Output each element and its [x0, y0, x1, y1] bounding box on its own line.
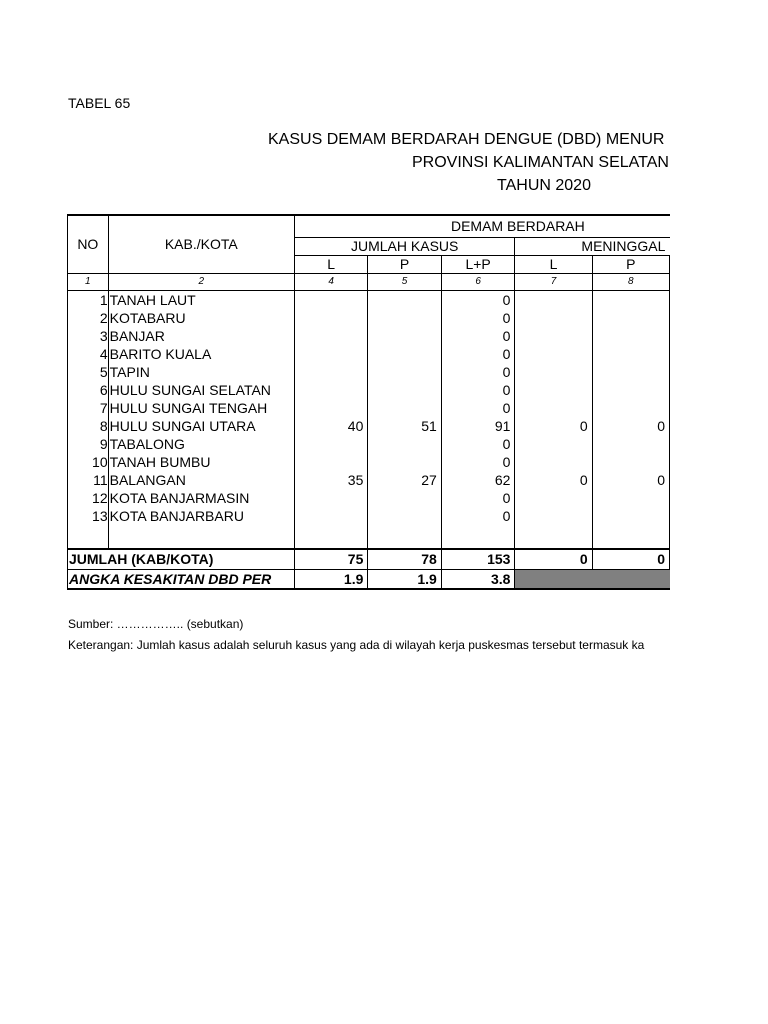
table-row — [68, 290, 670, 309]
row-l — [294, 489, 367, 507]
row-p — [368, 327, 441, 345]
row-lp: 0 — [441, 381, 515, 399]
table-row — [68, 399, 670, 417]
row-lp: 0 — [441, 327, 515, 345]
row-meninggal-p — [592, 290, 669, 309]
row-meninggal-l — [515, 290, 592, 309]
total-p: 78 — [368, 549, 441, 570]
row-meninggal-l — [515, 453, 592, 471]
row-no: 3 — [68, 327, 109, 345]
spacer-cell — [294, 537, 367, 549]
row-kab-kota: KOTABARU — [108, 309, 294, 327]
rate-p: 1.9 — [368, 570, 441, 589]
row-meninggal-p — [592, 363, 669, 381]
row-meninggal-l — [515, 507, 592, 537]
row-p — [368, 381, 441, 399]
row-no: 1 — [68, 290, 109, 309]
row-l — [294, 381, 367, 399]
row-no: 2 — [68, 309, 109, 327]
row-meninggal-l — [515, 381, 592, 399]
row-kab-kota: TANAH LAUT — [108, 290, 294, 309]
row-l — [294, 309, 367, 327]
row-p: 27 — [368, 471, 441, 489]
table-row — [68, 345, 670, 363]
header-demam-berdarah: DEMAM BERDARAH — [294, 215, 669, 237]
row-lp: 0 — [441, 507, 515, 537]
row-lp: 0 — [441, 290, 515, 309]
row-p — [368, 489, 441, 507]
header-sub-p: P — [368, 255, 441, 273]
row-no: 7 — [68, 399, 109, 417]
total-lp: 153 — [441, 549, 515, 570]
row-kab-kota: TAPIN — [108, 363, 294, 381]
colnum: 7 — [515, 273, 592, 290]
table-row — [68, 363, 670, 381]
row-l — [294, 507, 367, 537]
table-row — [68, 471, 670, 489]
spacer-cell — [515, 537, 592, 549]
explanation-note: Keterangan: Jumlah kasus adalah seluruh kasus yang ada di wilayah kerja puskesmas tersebut termasuk ka — [68, 638, 645, 652]
row-l — [294, 327, 367, 345]
table-row — [68, 309, 670, 327]
spacer-cell — [592, 537, 669, 549]
title-line-2: PROVINSI KALIMANTAN SELATAN — [412, 154, 669, 171]
header-no: NO — [68, 215, 109, 273]
column-number-row — [68, 273, 670, 290]
colnum: 5 — [368, 273, 441, 290]
row-kab-kota: HULU SUNGAI TENGAH — [108, 399, 294, 417]
table-row — [68, 435, 670, 453]
row-meninggal-p: 0 — [592, 471, 669, 489]
row-meninggal-l — [515, 399, 592, 417]
table-label: TABEL 65 — [68, 95, 131, 111]
row-kab-kota: BARITO KUALA — [108, 345, 294, 363]
row-meninggal-p — [592, 435, 669, 453]
row-kab-kota: BALANGAN — [108, 471, 294, 489]
header-row-1 — [68, 215, 670, 237]
row-lp: 91 — [441, 417, 515, 435]
spacer-cell — [368, 537, 441, 549]
title-line-3: TAHUN 2020 — [497, 177, 591, 194]
row-kab-kota: TANAH BUMBU — [108, 453, 294, 471]
row-lp: 0 — [441, 309, 515, 327]
colnum: 1 — [68, 273, 109, 290]
colnum: 2 — [108, 273, 294, 290]
colnum: 6 — [441, 273, 515, 290]
row-meninggal-l — [515, 309, 592, 327]
row-meninggal-p — [592, 399, 669, 417]
row-meninggal-l — [515, 345, 592, 363]
row-meninggal-l — [515, 363, 592, 381]
row-no: 11 — [68, 471, 109, 489]
rate-lp: 3.8 — [441, 570, 515, 589]
rate-shaded-cell — [515, 570, 670, 589]
row-p — [368, 345, 441, 363]
header-jumlah-kasus: JUMLAH KASUS — [294, 237, 514, 255]
row-lp: 0 — [441, 489, 515, 507]
row-p — [368, 435, 441, 453]
header-meninggal: MENINGGAL — [515, 237, 670, 255]
row-p — [368, 453, 441, 471]
spacer-row — [68, 537, 670, 549]
row-no: 13 — [68, 507, 109, 537]
row-l — [294, 345, 367, 363]
total-row — [68, 549, 670, 570]
row-kab-kota: KOTA BANJARBARU — [108, 507, 294, 537]
rate-l: 1.9 — [294, 570, 367, 589]
header-sub-l-meninggal: L — [515, 255, 592, 273]
table-row — [68, 507, 670, 537]
row-p — [368, 290, 441, 309]
row-meninggal-l — [515, 327, 592, 345]
row-lp: 62 — [441, 471, 515, 489]
row-lp: 0 — [441, 435, 515, 453]
row-meninggal-p — [592, 453, 669, 471]
row-meninggal-p — [592, 309, 669, 327]
row-meninggal-p — [592, 381, 669, 399]
row-meninggal-p: 0 — [592, 417, 669, 435]
table-row — [68, 327, 670, 345]
row-l: 35 — [294, 471, 367, 489]
total-meninggal-l: 0 — [515, 549, 592, 570]
row-meninggal-l: 0 — [515, 417, 592, 435]
table-row — [68, 489, 670, 507]
total-meninggal-p: 0 — [592, 549, 669, 570]
row-kab-kota: HULU SUNGAI SELATAN — [108, 381, 294, 399]
row-lp: 0 — [441, 345, 515, 363]
rate-row — [68, 570, 670, 589]
header-sub-l: L — [294, 255, 367, 273]
row-l — [294, 290, 367, 309]
row-meninggal-p — [592, 489, 669, 507]
row-kab-kota: KOTA BANJARMASIN — [108, 489, 294, 507]
row-p — [368, 309, 441, 327]
row-lp: 0 — [441, 453, 515, 471]
title-line-1: KASUS DEMAM BERDARAH DENGUE (DBD) MENUR — [268, 131, 665, 148]
row-lp: 0 — [441, 399, 515, 417]
row-kab-kota: BANJAR — [108, 327, 294, 345]
row-no: 10 — [68, 453, 109, 471]
row-meninggal-l — [515, 435, 592, 453]
table-row — [68, 381, 670, 399]
spacer-cell — [68, 537, 109, 549]
row-p: 51 — [368, 417, 441, 435]
row-meninggal-p — [592, 507, 669, 537]
row-meninggal-l: 0 — [515, 471, 592, 489]
spacer-cell — [441, 537, 515, 549]
row-l — [294, 435, 367, 453]
row-l — [294, 453, 367, 471]
header-sub-p-meninggal: P — [592, 255, 669, 273]
row-no: 4 — [68, 345, 109, 363]
spacer-cell — [108, 537, 294, 549]
rate-label: ANGKA KESAKITAN DBD PER — [68, 570, 295, 589]
source-note: Sumber: …………….. (sebutkan) — [68, 617, 244, 631]
table-body — [68, 290, 670, 549]
row-p — [368, 507, 441, 537]
row-p — [368, 363, 441, 381]
row-lp: 0 — [441, 363, 515, 381]
header-kab-kota: KAB./KOTA — [108, 215, 294, 273]
row-meninggal-p — [592, 327, 669, 345]
row-no: 6 — [68, 381, 109, 399]
total-l: 75 — [294, 549, 367, 570]
row-no: 8 — [68, 417, 109, 435]
total-label: JUMLAH (KAB/KOTA) — [68, 549, 295, 570]
row-p — [368, 399, 441, 417]
row-kab-kota: HULU SUNGAI UTARA — [108, 417, 294, 435]
row-meninggal-l — [515, 489, 592, 507]
colnum: 8 — [592, 273, 669, 290]
row-l — [294, 399, 367, 417]
table-row — [68, 417, 670, 435]
table-row — [68, 453, 670, 471]
row-no: 9 — [68, 435, 109, 453]
row-no: 5 — [68, 363, 109, 381]
row-no: 12 — [68, 489, 109, 507]
dbd-table — [67, 214, 670, 590]
colnum: 4 — [294, 273, 367, 290]
header-sub-lp: L+P — [441, 255, 515, 273]
row-l: 40 — [294, 417, 367, 435]
row-l — [294, 363, 367, 381]
row-meninggal-p — [592, 345, 669, 363]
row-kab-kota: TABALONG — [108, 435, 294, 453]
